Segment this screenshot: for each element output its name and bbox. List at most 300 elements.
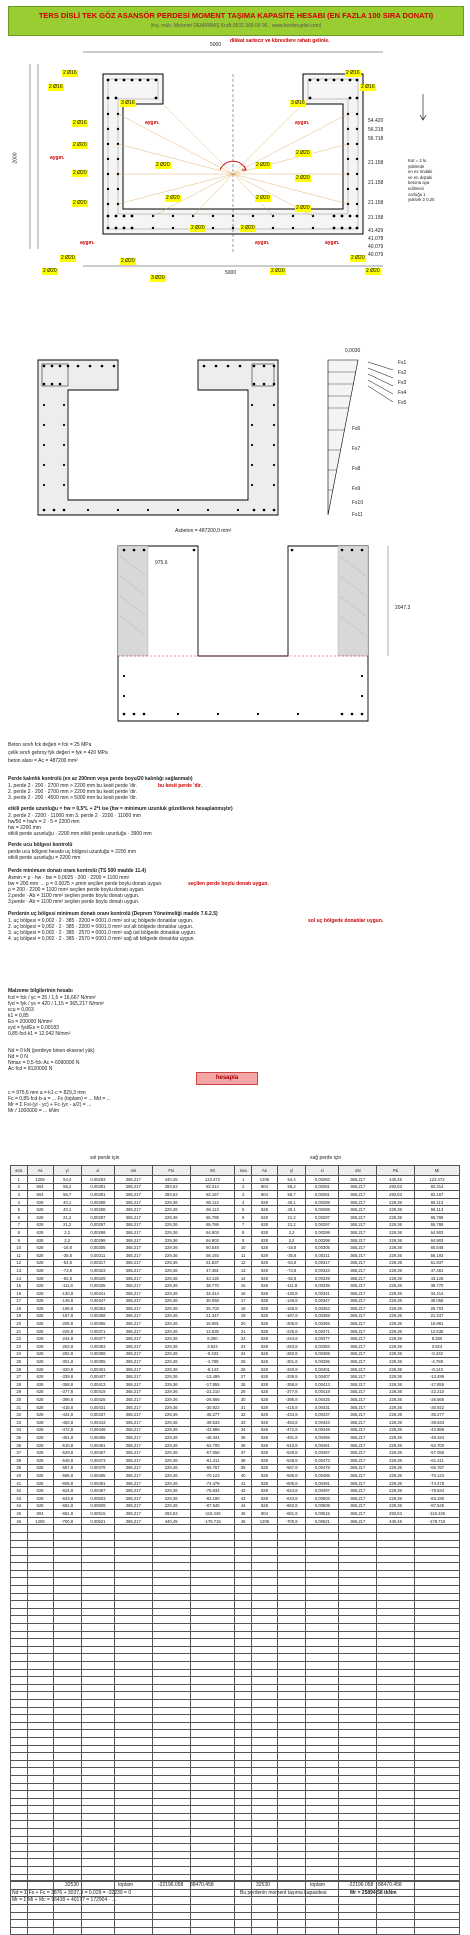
col-header: σsi — [114, 1166, 152, 1176]
table-cell — [11, 1631, 28, 1639]
table-cell: 46 — [235, 1517, 252, 1525]
table-row — [11, 1289, 460, 1297]
table-cell: 628 — [251, 1388, 277, 1396]
table-cell: -87.545 — [190, 1502, 235, 1510]
table-cell — [235, 1783, 252, 1791]
table-cell — [251, 1639, 277, 1647]
table-cell: 21.347 — [414, 1312, 459, 1320]
table-empty-row — [11, 1829, 460, 1837]
table-cell — [277, 1639, 305, 1647]
table-cell: 51.837 — [190, 1259, 235, 1267]
col-header: As — [251, 1166, 277, 1176]
table-cell: 37 — [11, 1449, 28, 1457]
table-cell: 365,217 — [114, 1487, 152, 1495]
table-cell — [27, 1707, 53, 1715]
table-cell — [27, 1548, 53, 1556]
table-cell: 229,36 — [377, 1335, 415, 1343]
table-cell — [11, 1859, 28, 1867]
table-cell: 628 — [27, 1487, 53, 1495]
force-label-8: Fs8 — [352, 466, 361, 472]
table-cell: 229,36 — [152, 1289, 190, 1297]
table-cell: 0,00473 — [81, 1456, 114, 1464]
table-cell — [114, 1927, 152, 1935]
table-cell: 33 — [235, 1419, 252, 1427]
table-cell — [190, 1684, 235, 1692]
table-cell: 229,36 — [377, 1388, 415, 1396]
table-cell: 11 — [11, 1251, 28, 1259]
table-cell — [277, 1829, 305, 1837]
table-cell: 0,00305 — [306, 1244, 339, 1252]
table-cell — [251, 1859, 277, 1867]
table-cell — [251, 1753, 277, 1761]
table-header-row — [11, 1166, 460, 1176]
table-cell — [377, 1699, 415, 1707]
table-cell: 365,217 — [114, 1358, 152, 1366]
col-header: Mi — [190, 1166, 235, 1176]
table-cell: -662,8 — [277, 1502, 305, 1510]
table-cell: 32 — [235, 1411, 252, 1419]
table-cell: 365,217 — [114, 1267, 152, 1275]
table-cell: 365,217 — [339, 1487, 377, 1495]
table-cell: 229,36 — [377, 1494, 415, 1502]
table-empty-row — [11, 1608, 460, 1616]
table-cell: 2,2 — [53, 1236, 81, 1244]
table-empty-row — [11, 1578, 460, 1586]
table-cell: 628 — [27, 1426, 53, 1434]
table-cell — [414, 1737, 459, 1745]
table-cell: -78.834 — [190, 1487, 235, 1495]
table-cell — [152, 1639, 190, 1647]
table-cell: 365,217 — [114, 1244, 152, 1252]
table-cell: 0,00407 — [81, 1373, 114, 1381]
check-line-16: 2. uç bölgesi = 0,002 · 2 · 385 · 2200 = 0001.0 mm² sol alt bölgede donatılar uygun. — [8, 924, 194, 930]
right-dim-4: 21.158 — [368, 160, 384, 166]
table-row — [11, 1244, 460, 1252]
table-cell — [339, 1920, 377, 1928]
table-cell: 25 — [235, 1358, 252, 1366]
table-cell: 8 — [235, 1229, 252, 1237]
table-cell — [152, 1669, 190, 1677]
table-cell: 365,217 — [339, 1305, 377, 1313]
table-cell — [306, 1722, 339, 1730]
table-cell: -472,8 — [53, 1426, 81, 1434]
table-cell: 365,217 — [114, 1350, 152, 1358]
table-cell — [235, 1920, 252, 1928]
table-cell: 229,36 — [377, 1487, 415, 1495]
table-empty-row — [11, 1760, 460, 1768]
table-row — [11, 1198, 460, 1206]
table-cell: -70.123 — [190, 1472, 235, 1480]
table-cell — [53, 1760, 81, 1768]
table-cell — [277, 1768, 305, 1776]
table-cell: 628 — [251, 1502, 277, 1510]
table-cell: 3 — [235, 1191, 252, 1199]
table-cell — [114, 1532, 152, 1540]
col-header: As — [27, 1166, 53, 1176]
tag-left-8: 2 Ø20 — [61, 255, 75, 261]
table-cell: 365,217 — [114, 1213, 152, 1221]
col-header: sıra — [235, 1166, 252, 1176]
table-cell: 46 — [11, 1517, 28, 1525]
table-cell: 628 — [251, 1343, 277, 1351]
table-cell: 0,00437 — [306, 1411, 339, 1419]
table-cell — [81, 1631, 114, 1639]
table-cell: 229,36 — [377, 1350, 415, 1358]
table-cell — [81, 1836, 114, 1844]
table-cell — [81, 1821, 114, 1829]
table-cell — [277, 1669, 305, 1677]
check-line-18: 4. uç bölgesi = 0,002 · 2 · 385 · 2570 = 0001.0 mm² sağ alt bölgede donatılar uygun. — [8, 936, 195, 942]
table-cell — [190, 1927, 235, 1935]
table-cell — [414, 1775, 459, 1783]
table-cell: 0,00419 — [306, 1388, 339, 1396]
table-cell: 229,36 — [152, 1449, 190, 1457]
table-cell: 628 — [251, 1358, 277, 1366]
table-cell — [235, 1646, 252, 1654]
table-cell — [27, 1821, 53, 1829]
table-cell — [190, 1783, 235, 1791]
table-cell: 0,00509 — [81, 1502, 114, 1510]
table-cell — [190, 1859, 235, 1867]
table-cell: 628 — [27, 1206, 53, 1214]
table-cell: 0,00407 — [306, 1373, 339, 1381]
table-cell: 229,36 — [152, 1464, 190, 1472]
table-cell — [277, 1654, 305, 1662]
table-cell: 0,00299 — [81, 1229, 114, 1237]
table-cell: 628 — [251, 1419, 277, 1427]
check-header-4: Perde minimum donatı oranı kontrolü (TS 500 madde 11.4) — [8, 868, 147, 874]
table-cell — [251, 1624, 277, 1632]
dim-bottom-total: 5000 — [225, 270, 237, 276]
table-cell: 56,2 — [53, 1183, 81, 1191]
table-cell: 365,217 — [339, 1183, 377, 1191]
table-cell: 365,217 — [339, 1441, 377, 1449]
table-cell — [251, 1608, 277, 1616]
table-cell — [152, 1608, 190, 1616]
table-cell — [377, 1616, 415, 1624]
table-cell: 440,45 — [152, 1176, 190, 1184]
table-cell — [53, 1745, 81, 1753]
table-cell: 365,217 — [114, 1449, 152, 1457]
table-cell — [414, 1715, 459, 1723]
table-cell: -282,8 — [53, 1350, 81, 1358]
table-empty-row — [11, 1540, 460, 1548]
table-cell: 365,217 — [114, 1289, 152, 1297]
table-cell — [53, 1730, 81, 1738]
table-cell: -57.056 — [414, 1449, 459, 1457]
table-cell — [114, 1639, 152, 1647]
check-ok-3: sol uç bölgede donatılar uygun. — [308, 918, 384, 924]
table-cell: 365,217 — [339, 1282, 377, 1290]
table-cell — [414, 1593, 459, 1601]
table-cell: 628 — [27, 1236, 53, 1244]
table-empty-row — [11, 1768, 460, 1776]
table-cell — [53, 1806, 81, 1814]
table-cell — [377, 1821, 415, 1829]
table-cell — [114, 1912, 152, 1920]
right-dim-6: 21.158 — [368, 200, 384, 206]
mat-line-3: εcu = 0,003 — [8, 1007, 34, 1013]
tag-center-3: 2 Ø20 — [166, 195, 180, 201]
table-cell: 38 — [235, 1456, 252, 1464]
table-cell: 60.548 — [414, 1244, 459, 1252]
table-cell: 44 — [235, 1502, 252, 1510]
table-cell — [277, 1737, 305, 1745]
table-cell: -35.277 — [190, 1411, 235, 1419]
table-cell — [339, 1601, 377, 1609]
table-cell — [81, 1783, 114, 1791]
table-cell: 365,217 — [339, 1502, 377, 1510]
table-cell: 22 — [11, 1335, 28, 1343]
table-cell: 229,36 — [377, 1502, 415, 1510]
table-cell — [251, 1692, 277, 1700]
table-cell — [235, 1867, 252, 1875]
table-cell: 628 — [27, 1449, 53, 1457]
dim-left-total: 2000 — [12, 152, 19, 164]
table-cell: 25 — [11, 1358, 28, 1366]
table-cell — [11, 1586, 28, 1594]
table-cell — [53, 1669, 81, 1677]
table-cell: 365,217 — [114, 1198, 152, 1206]
table-cell — [235, 1578, 252, 1586]
table-cell: 628 — [251, 1236, 277, 1244]
force-label-4: Fs4 — [398, 390, 407, 396]
table-cell: 628 — [27, 1419, 53, 1427]
table-cell: 1 — [235, 1176, 252, 1184]
table-cell — [414, 1821, 459, 1829]
check-line-7: etkili perde uzunluğu · 2200 mm etkili perde uzunluğu · 3900 mm — [8, 831, 152, 837]
table-cell: 28 — [235, 1381, 252, 1389]
table-cell: 17 — [11, 1297, 28, 1305]
table-cell: 229,36 — [152, 1403, 190, 1411]
table-cell: 0,00353 — [81, 1305, 114, 1313]
table-cell — [152, 1540, 190, 1548]
table-cell: 123.472 — [190, 1176, 235, 1184]
table-cell: 229,36 — [377, 1251, 415, 1259]
calculate-button[interactable]: hesapla — [196, 1072, 258, 1085]
table-empty-row — [11, 1593, 460, 1601]
table-cell: 229,36 — [152, 1411, 190, 1419]
table-cell: 365,217 — [114, 1305, 152, 1313]
table-cell — [11, 1699, 28, 1707]
table-cell: 39 — [235, 1464, 252, 1472]
right-dim-3: 56.718 — [368, 136, 384, 142]
table-cell: 7 — [235, 1221, 252, 1229]
table-cell — [190, 1646, 235, 1654]
table-empty-row — [11, 1912, 460, 1920]
table-cell — [114, 1905, 152, 1913]
table-cell — [377, 1768, 415, 1776]
table-cell — [152, 1920, 190, 1928]
table-cell — [414, 1669, 459, 1677]
table-cell: 628 — [251, 1396, 277, 1404]
table-cell: -301,8 — [277, 1358, 305, 1366]
table-cell: 628 — [27, 1320, 53, 1328]
table-cell — [53, 1525, 81, 1533]
input-fyk: çelik sınıfı gebroy fyk değeri = fyk = 420 MPa — [8, 750, 108, 756]
table-cell: 0,00455 — [306, 1434, 339, 1442]
table-cell: 365,217 — [339, 1396, 377, 1404]
table-cell — [152, 1927, 190, 1935]
table-row — [11, 1365, 460, 1373]
table-cell: 8.280 — [414, 1335, 459, 1343]
table-cell — [251, 1616, 277, 1624]
table-cell — [414, 1654, 459, 1662]
table-cell: 365,217 — [339, 1335, 377, 1343]
table-cell — [81, 1867, 114, 1875]
table-cell — [235, 1563, 252, 1571]
table-cell — [339, 1737, 377, 1745]
table-cell — [414, 1798, 459, 1806]
table-cell: -206,8 — [53, 1320, 81, 1328]
check-header-1: Perde kalınlık kontrolü (en az 200mm veya perde boyu/20 kalınlığı sağlanmalı) — [8, 776, 193, 782]
table-cell: -149,8 — [277, 1297, 305, 1305]
table-cell: 628 — [251, 1472, 277, 1480]
table-cell — [81, 1859, 114, 1867]
table-row — [11, 1213, 460, 1221]
table-cell: 365,217 — [339, 1191, 377, 1199]
table-cell: -9.143 — [414, 1365, 459, 1373]
table-cell — [235, 1684, 252, 1692]
table-cell — [235, 1859, 252, 1867]
check-line-15: 1. uç bölgesi = 0,002 · 2 · 385 · 2200 = 0001.0 mm² sol uç bölgede donatılar uygun. — [8, 918, 194, 924]
table-cell — [11, 1578, 28, 1586]
section-dim-2: 2047,3 — [395, 605, 411, 611]
table-cell: -61.411 — [414, 1456, 459, 1464]
table-cell — [235, 1631, 252, 1639]
check-ok-1: bu kesit perde 'dir. — [158, 783, 202, 789]
table-cell: 21,2 — [277, 1213, 305, 1221]
table-cell: -130,8 — [277, 1289, 305, 1297]
plan-note: dikkat sarkıcır ve kbrestlere rahatı gelinle. — [230, 38, 330, 44]
table-cell: 628 — [27, 1312, 53, 1320]
table-cell — [53, 1737, 81, 1745]
table-cell — [235, 1540, 252, 1548]
table-cell — [11, 1912, 28, 1920]
force-label-9: Fs9 — [352, 486, 361, 492]
table-cell: 0,00305 — [81, 1244, 114, 1252]
table-cell: 16 — [11, 1289, 28, 1297]
table-cell — [377, 1920, 415, 1928]
table-cell — [251, 1715, 277, 1723]
table-cell: 2,2 — [277, 1236, 305, 1244]
table-cell: 365,217 — [339, 1365, 377, 1373]
table-cell: 628 — [251, 1229, 277, 1237]
table-cell: 365,217 — [114, 1441, 152, 1449]
table-cell — [414, 1836, 459, 1844]
table-cell: 229,36 — [377, 1213, 415, 1221]
table-cell: 43 — [235, 1494, 252, 1502]
table-row — [11, 1441, 460, 1449]
check-line-10: Asmin = ρ · hw · bw = 0,0025 · 200 · 2200 = 1100 mm² — [8, 875, 130, 881]
table-cell: 18 — [11, 1305, 28, 1313]
table-cell: -22.210 — [414, 1388, 459, 1396]
check-line-13: 2.perde · Ab = 1100 mm² seçilen perde boylu donatı uygun. — [8, 893, 140, 899]
table-cell: 0,00329 — [306, 1274, 339, 1282]
force-label-1: Fs1 — [398, 360, 407, 366]
table-cell — [306, 1677, 339, 1685]
table-cell: 56,2 — [277, 1183, 305, 1191]
table-cell — [306, 1927, 339, 1935]
table-cell: 47.481 — [414, 1267, 459, 1275]
table-cell — [152, 1821, 190, 1829]
table-cell — [306, 1753, 339, 1761]
table-empty-row — [11, 1730, 460, 1738]
table-cell: 628 — [251, 1381, 277, 1389]
table-cell — [251, 1821, 277, 1829]
table-cell — [152, 1570, 190, 1578]
result-label: Bu perdenin moment taşıma kapasitesi — [240, 1890, 327, 1896]
table-cell: 365,217 — [339, 1358, 377, 1366]
table-cell: 5 — [11, 1206, 28, 1214]
table-cell: -65.767 — [190, 1464, 235, 1472]
table-cell: 229,36 — [152, 1206, 190, 1214]
table-cell: 0,00288 — [81, 1206, 114, 1214]
table-cell — [11, 1692, 28, 1700]
table-row — [11, 1403, 460, 1411]
table-cell — [53, 1677, 81, 1685]
table-cell — [339, 1927, 377, 1935]
table-row — [11, 1472, 460, 1480]
table-cell: 21,2 — [53, 1221, 81, 1229]
table-empty-row — [11, 1555, 460, 1563]
table-cell — [114, 1844, 152, 1852]
table-cell: 17 — [235, 1297, 252, 1305]
table-cell — [11, 1654, 28, 1662]
table-cell: 2,2 — [53, 1229, 81, 1237]
table-row — [11, 1494, 460, 1502]
table-cell: 628 — [251, 1251, 277, 1259]
table-row — [11, 1388, 460, 1396]
table-cell — [81, 1905, 114, 1913]
table-cell: 628 — [251, 1456, 277, 1464]
table-cell: 0,00521 — [306, 1517, 339, 1525]
table-cell — [277, 1616, 305, 1624]
table-cell: 229,36 — [377, 1479, 415, 1487]
table-cell: -643,8 — [53, 1494, 81, 1502]
table-cell: -244,8 — [277, 1335, 305, 1343]
table-cell: 365,217 — [339, 1229, 377, 1237]
table-cell: 54,4 — [277, 1176, 305, 1184]
table-cell: -43.989 — [414, 1426, 459, 1434]
table-cell — [277, 1745, 305, 1753]
table-empty-row — [11, 1631, 460, 1639]
table-empty-row — [11, 1791, 460, 1799]
table-cell — [190, 1768, 235, 1776]
calc-header: Nd = 0 kN (perdeye binen eksenel yük) — [8, 1048, 95, 1054]
table-cell — [114, 1745, 152, 1753]
table-cell — [235, 1677, 252, 1685]
table-cell — [339, 1684, 377, 1692]
table-cell: -61.411 — [190, 1456, 235, 1464]
table-cell: 628 — [27, 1441, 53, 1449]
table-cell: 365,217 — [114, 1297, 152, 1305]
table-cell — [235, 1608, 252, 1616]
table-cell — [277, 1859, 305, 1867]
tag-left-10: 2 Ø20 — [121, 258, 135, 264]
check-line-6: hw = 2200 mm — [8, 825, 41, 831]
table-cell: 365,217 — [114, 1456, 152, 1464]
table-cell: 229,36 — [152, 1267, 190, 1275]
check-line-1: 1. perde 2 · 200 · 2700 mm > 2200 mm bu kesit perde 'dir. — [8, 783, 137, 789]
table-cell: -168,8 — [53, 1305, 81, 1313]
table-cell — [190, 1905, 235, 1913]
table-cell: 365,217 — [114, 1434, 152, 1442]
table-cell: 0,00461 — [81, 1441, 114, 1449]
table-cell — [114, 1851, 152, 1859]
table-cell: 0,00317 — [306, 1259, 339, 1267]
table-cell: 16 — [235, 1289, 252, 1297]
